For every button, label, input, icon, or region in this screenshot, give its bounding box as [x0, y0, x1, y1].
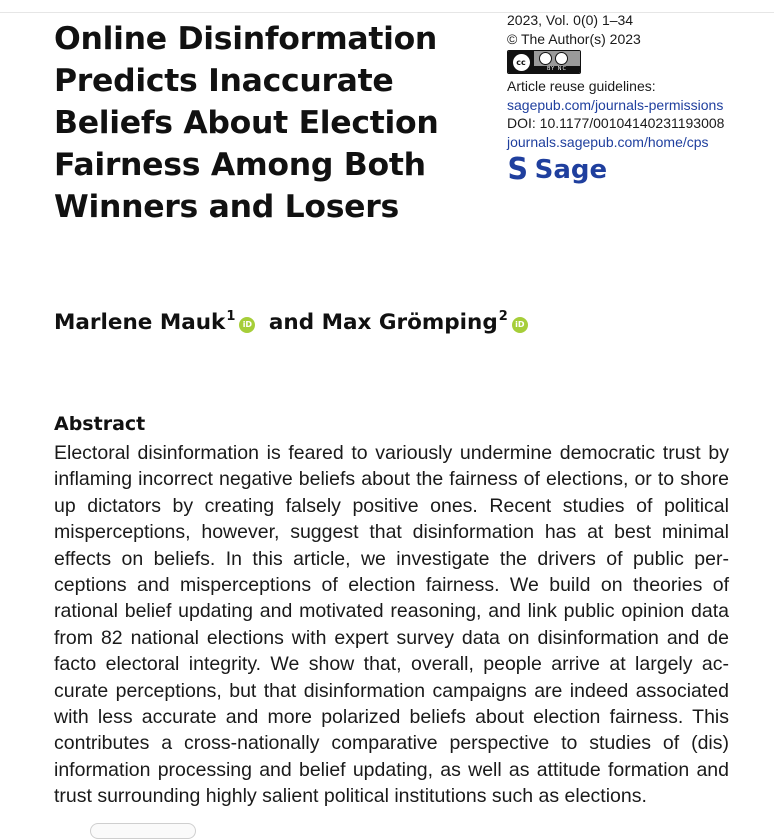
- cc-icon: cc: [508, 51, 534, 73]
- volume-line: 2023, Vol. 0(0) 1–34: [507, 12, 634, 28]
- abstract-text: Electoral disinformation is feared to variously undermine democratic trust by inflaming incorrect negative beliefs about the fairness of elections, or to shore up dictators by creating falsely positive ones. Recent studies of political misperceptions, however, suggest that disinformation has at best minimal effects on beliefs. In this article, we investigate the drivers of public perceptions and misperceptions of election fairness. We build on theories of rational belief updating and motivated reasoning, and link public opinion data from 82 national elections with expert survey data on disinformation and de facto electoral integrity. We show that, overall, people arrive at largely accurate perceptions, but that disinformation campaigns are indeed associated with less accurate and more polarized beliefs about election fairness. This contributes a cross-nationally comparative perspective to studies of (dis) information processing and belief updating, as well as attitude formation and trust surrounding highly salient political institutions such as elections.: [54, 442, 729, 808]
- sage-s-icon: S: [507, 152, 529, 187]
- author-name: Max Grömping: [321, 310, 498, 335]
- abstract-heading: Abstract: [54, 413, 146, 435]
- author-line: [54, 300, 534, 340]
- author-name: Marlene Mauk: [54, 310, 226, 335]
- sage-wordmark: Sage: [534, 154, 608, 185]
- copyright-line: © The Author(s) 2023: [507, 30, 641, 47]
- orcid-icon[interactable]: iD: [512, 317, 528, 333]
- keywords-box-edge: [90, 823, 196, 839]
- cc-license-badge[interactable]: [507, 50, 581, 74]
- affiliation-marker: 2: [498, 309, 508, 324]
- journal-meta-block: [507, 11, 767, 187]
- noncommercial-icon: [555, 52, 568, 65]
- affiliation-marker: 1: [226, 309, 236, 324]
- reuse-link[interactable]: sagepub.com/journals-permissions: [507, 96, 724, 113]
- orcid-icon[interactable]: iD: [239, 317, 255, 333]
- attribution-icon: [539, 52, 552, 65]
- by-nc-icon: BY NC: [534, 51, 580, 73]
- article-title: Online Disinformation Predicts Inaccurate Beliefs About Election Fairness Among Both Winners and Losers: [54, 21, 439, 225]
- author-connector: and: [268, 310, 315, 335]
- reuse-label: Article reuse guidelines:: [507, 78, 656, 94]
- sage-logo[interactable]: [507, 153, 767, 187]
- journal-link[interactable]: journals.sagepub.com/home/cps: [507, 133, 709, 150]
- doi-line: DOI: 10.1177/00104140231193008: [507, 115, 725, 131]
